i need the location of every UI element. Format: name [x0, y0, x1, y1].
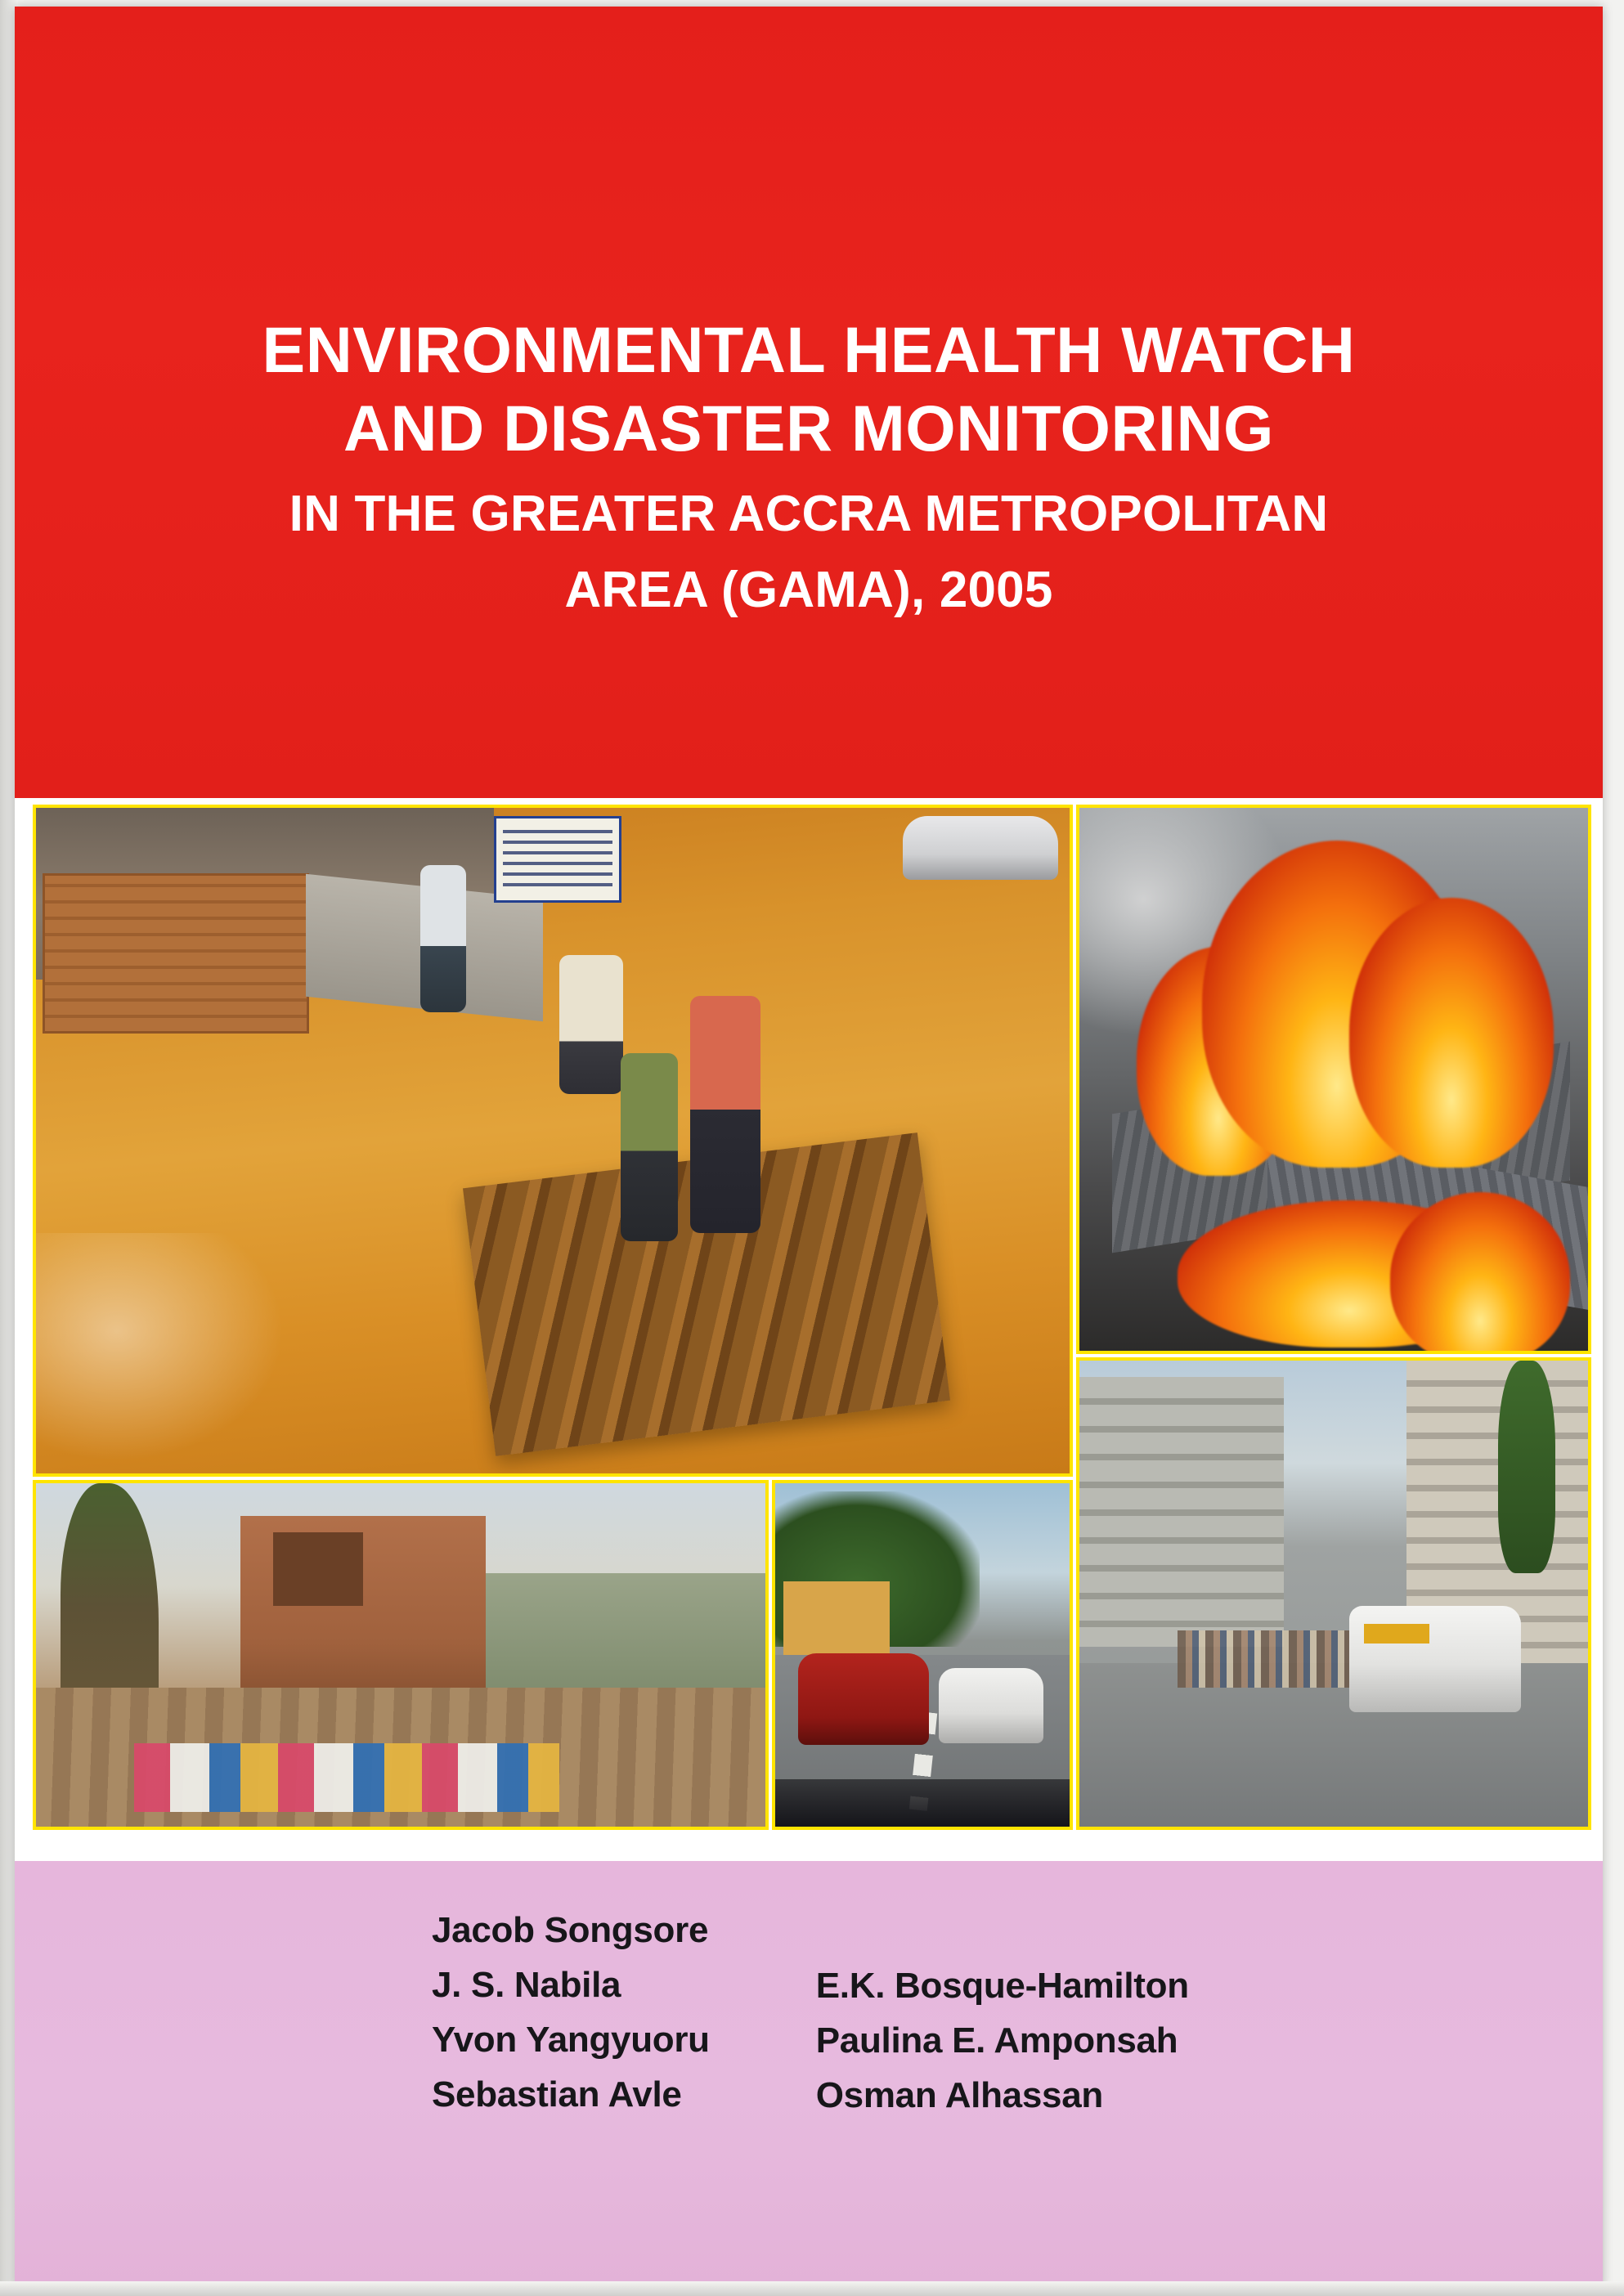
authors-column-left [432, 1904, 710, 2123]
street-minibus [1349, 1606, 1521, 1712]
page-bottom-edge-shadow [0, 2281, 1624, 2296]
title-line-1: ENVIRONMENTAL HEALTH WATCH [262, 313, 1356, 386]
traffic-photo [772, 1480, 1073, 1830]
flame-base-right [1390, 1192, 1570, 1354]
flood-child [621, 1053, 678, 1241]
flood-person-red-shirt [690, 996, 760, 1233]
traffic-dashboard [775, 1779, 1073, 1827]
author-name: Yvon Yangyuoru [432, 2019, 710, 2060]
title-line-2: AND DISASTER MONITORING [343, 392, 1275, 465]
rubble-photo [33, 1480, 769, 1830]
author-name: Sebastian Avle [432, 2074, 682, 2114]
street-hanging-plant [1498, 1361, 1555, 1573]
author-name: Jacob Songsore [432, 1910, 709, 1950]
author-name: E.K. Bosque-Hamilton [815, 1966, 1189, 2006]
flood-brick-wall [43, 873, 309, 1034]
subtitle-line-1: IN THE GREATER ACCRA METROPOLITAN [289, 485, 1329, 542]
flood-signboard [494, 816, 621, 903]
flood-foam [36, 1233, 306, 1477]
street-photo [1076, 1357, 1591, 1830]
rubble-laundry-line [134, 1743, 559, 1812]
book-cover [15, 7, 1603, 2288]
subtitle-line-2: AREA (GAMA), 2005 [564, 562, 1053, 619]
traffic-white-car [939, 1668, 1043, 1743]
authors-band [15, 1861, 1603, 2288]
fire-photo [1076, 805, 1591, 1354]
flood-person-yellow-shirt [559, 955, 623, 1094]
flood-person-standing [420, 865, 466, 1012]
street-building-left [1079, 1377, 1284, 1647]
authors-columns [432, 1904, 1189, 2123]
author-name: Paulina E. Amponsah [815, 2020, 1178, 2061]
author-name: J. S. Nabila [432, 1964, 621, 2005]
photo-collage [15, 798, 1603, 1861]
flame-right [1349, 898, 1554, 1168]
flood-photo [33, 805, 1073, 1477]
title-block [15, 7, 1603, 621]
author-name: Osman Alhassan [815, 2074, 1103, 2115]
flood-car [903, 816, 1058, 880]
traffic-red-car [798, 1653, 929, 1745]
street-pedestrians [1178, 1630, 1374, 1688]
title-band [15, 7, 1603, 798]
authors-column-right [816, 1904, 1189, 2123]
